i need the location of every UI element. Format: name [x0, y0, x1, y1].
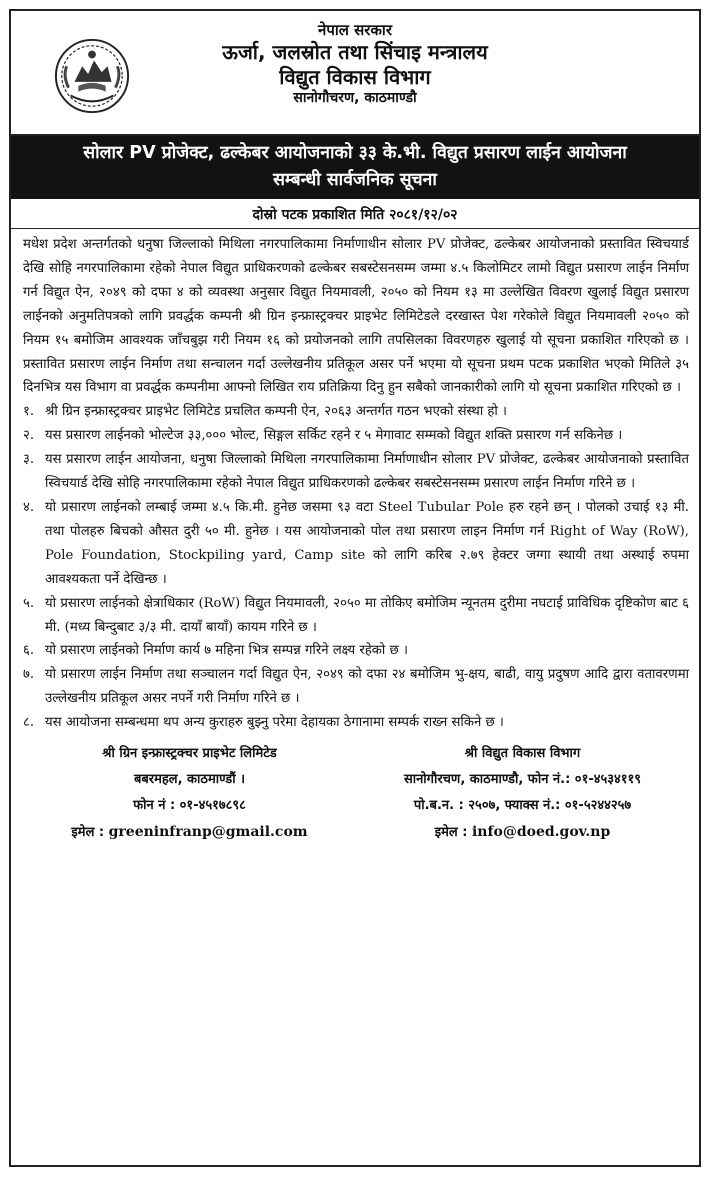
notice-header	[11, 11, 699, 136]
item-text: यस प्रसारण लाईनको भोल्टेज ३३,००० भोल्ट, सिङ्गल सर्किट रहने र ५ मेगावाट सम्मको विद्युत शक्ति प्रसारण गर्न सकिनेछ ।	[45, 428, 623, 444]
item-text: यस आयोजना सम्बन्धमा थप अन्य कुराहरु बुझ्नु परेमा देहायका ठेगानामा सम्पर्क राख्न सकिने छ ।	[45, 715, 504, 731]
notice-title-line-2: सम्बन्धी सार्वजनिक सूचना	[273, 170, 437, 190]
department-address-phone: सानोगौरचण, काठमाण्डौ, फोन नं.: ०१-४५३४११९	[403, 772, 642, 788]
item-text: यो प्रसारण लाईनको लम्बाई जम्मा ४.५ कि.मी. हुनेछ जसमा ९३ वटा Steel Tubular Pole हरु रहने छन् । पोलको उचाई १३ मी. तथा पोलहरु बिचको औसत दुरी ५० मी. हुनेछ । यस आयोजनाको पोल तथा प्रसारण लाइन निर्माण गर्न Right of Way (RoW), Pole Foundation, Stockpiling yard, Camp site को लागि करिब २.७९ हेक्टर जग्गा स्थायी तथा अस्थाई रुपमा आवश्यकता पर्ने देखिन्छ ।	[45, 499, 689, 587]
item-number: ४.	[23, 499, 35, 515]
item-number: २.	[23, 428, 35, 444]
item-text: यो प्रसारण लाईनको निर्माण कार्य ७ महिना भित्र सम्पन्न गरिने लक्ष्य रहेको छ ।	[45, 643, 408, 659]
intro-paragraph: मधेश प्रदेश अन्तर्गतको धनुषा जिल्लाको मिथिला नगरपालिकामा निर्माणाधीन सोलार PV प्रोजेक्ट, ढल्केबर आयोजनाको प्रस्तावित स्विचयार्ड देखि सोहि नगरपालिकामा रहेको नेपाल विद्युत प्राधिकरणको ढल्केबर सबस्टेसनसम्म जम्मा ४.५ किलोमिटर लामो विद्युत प्रसारण लाईन निर्माण गर्न विद्युत ऐन, २०४९ को दफा ४ को व्यवस्था अनुसार विद्युत नियमावली, २०५० को नियम १३ मा उल्लेखित विवरण खुलाई विद्युत प्रसारण लाईनको अनुमतिपत्रको लागि प्रवर्द्धक कम्पनी श्री ग्रिन इन्फ्रास्ट्रक्चर प्राइभेट लिमिटेडले दरखास्त पेश गरेकोले विद्युत नियमावली २०५० को नियम १५ बमोजिम आवश्यक जाँचबुझ गरी नियम १६ को प्रयोजनको लागि तपसिलका विवरणहरु खुलाई यो सूचना प्रकाशित गरिएको छ । प्रस्तावित प्रसारण लाईन निर्माण तथा सन्चालन गर्दा उल्लेखनीय प्रतिकूल असर पर्ने भएमा यो सूचना प्रथम पटक प्रकाशित भएको मितिले ३५ दिनभित्र यस विभाग वा प्रवर्द्धक कम्पनीमा आफ्नो लिखित राय प्रतिक्रिया दिनु हुन सबैको जानकारीको लागि यो सूचना प्रकाशित गरिएको छ ।	[23, 237, 689, 396]
item-number: ८.	[23, 715, 35, 731]
department-po-fax: पो.ब.न. : २५०७, फ्याक्स नं.: ०१-५२४४२५७	[413, 798, 632, 814]
list-item	[23, 592, 689, 640]
department-address: सानोगौचरण, काठमाण्डौ	[293, 89, 417, 106]
department-email[interactable]: info@doed.gov.np	[471, 824, 611, 841]
list-item	[23, 424, 689, 448]
department-contact-name: श्री विद्युत विकास विभाग	[464, 746, 581, 762]
email-label: इमेल :	[71, 825, 105, 841]
government-name: नेपाल सरकार	[318, 21, 392, 39]
list-item	[23, 711, 689, 735]
company-email-line	[23, 819, 356, 846]
list-item	[23, 400, 689, 424]
ministry-name: ऊर्जा, जलस्रोत तथा सिंचाइ मन्त्रालय	[222, 39, 488, 64]
item-text: यस प्रसारण लाईन आयोजना, धनुषा जिल्लाको मिथिला नगरपालिकामा निर्माणाधीन सोलार PV प्रोजेक्ट, ढल्केबर आयोजनाको प्रस्तावित स्विचयार्ड देखि सोहि नगरपालिकामा रहेको नेपाल विद्युत प्राधिकरणको ढल्केबर सबस्टेसनसम्म प्रसारण लाईन निर्माण गरिने छ ।	[45, 452, 689, 492]
item-text: यो प्रसारण लाईनको क्षेत्राधिकार (RoW) विद्युत नियमावली, २०५० मा तोकिए बमोजिम न्यूनतम दुरीमा नघटाई प्राविधिक दृष्टिकोण बाट ६ मी. (मध्य बिन्दुबाट ३/३ मी. दायाँ बायाँ) कायम गरिने छ ।	[45, 595, 689, 635]
department-contact	[356, 741, 689, 846]
company-phone: फोन नं : ०१-४५१७८९८	[133, 798, 246, 814]
notice-title-banner	[11, 136, 699, 199]
company-email[interactable]: greeninfranp@gmail.com	[108, 824, 308, 841]
company-contact	[23, 741, 356, 846]
company-name: श्री ग्रिन इन्फ्रास्ट्रक्चर प्राइभेट लिमिटेड	[102, 746, 277, 762]
publication-date: दोस्रो पटक प्रकाशित मिति २०८१/१२/०२	[11, 199, 699, 229]
list-item	[23, 496, 689, 592]
item-text: यो प्रसारण लाईन निर्माण तथा सञ्चालन गर्दा विद्युत ऐन, २०४९ को दफा २४ बमोजिम भु-क्षय, बाढी, वायु प्रदुषण आदि द्वारा वतावरणमा उल्लेखनीय प्रतिकूल असर नपर्ने गरी निर्माण गरिने छ ।	[45, 667, 689, 707]
department-email-line	[356, 819, 689, 846]
notice-body	[11, 229, 699, 846]
email-label: इमेल :	[434, 825, 468, 841]
item-number: ६.	[23, 643, 35, 659]
item-number: ३.	[23, 452, 35, 468]
public-notice	[9, 9, 701, 1167]
nepal-government-emblem-icon	[53, 37, 131, 115]
list-item	[23, 448, 689, 496]
item-number: १.	[23, 404, 35, 420]
company-address: बबरमहल, काठमाण्डौं ।	[133, 772, 246, 788]
item-number: ५.	[23, 595, 35, 611]
list-item	[23, 639, 689, 663]
contact-footer	[23, 741, 689, 846]
notice-title-line-1: सोलार PV प्रोजेक्ट, ढल्केबर आयोजनाको ३३ के.भी. विद्युत प्रसारण लाईन आयोजना	[83, 143, 627, 163]
item-number: ७.	[23, 667, 35, 683]
list-item	[23, 663, 689, 711]
item-text: श्री ग्रिन इन्फ्रास्ट्रक्चर प्राइभेट लिमिटेड प्रचलित कम्पनी ऐन, २०६३ अन्तर्गत गठन भएको संस्था हो ।	[45, 404, 508, 420]
department-name: विद्युत विकास विभाग	[279, 64, 431, 89]
